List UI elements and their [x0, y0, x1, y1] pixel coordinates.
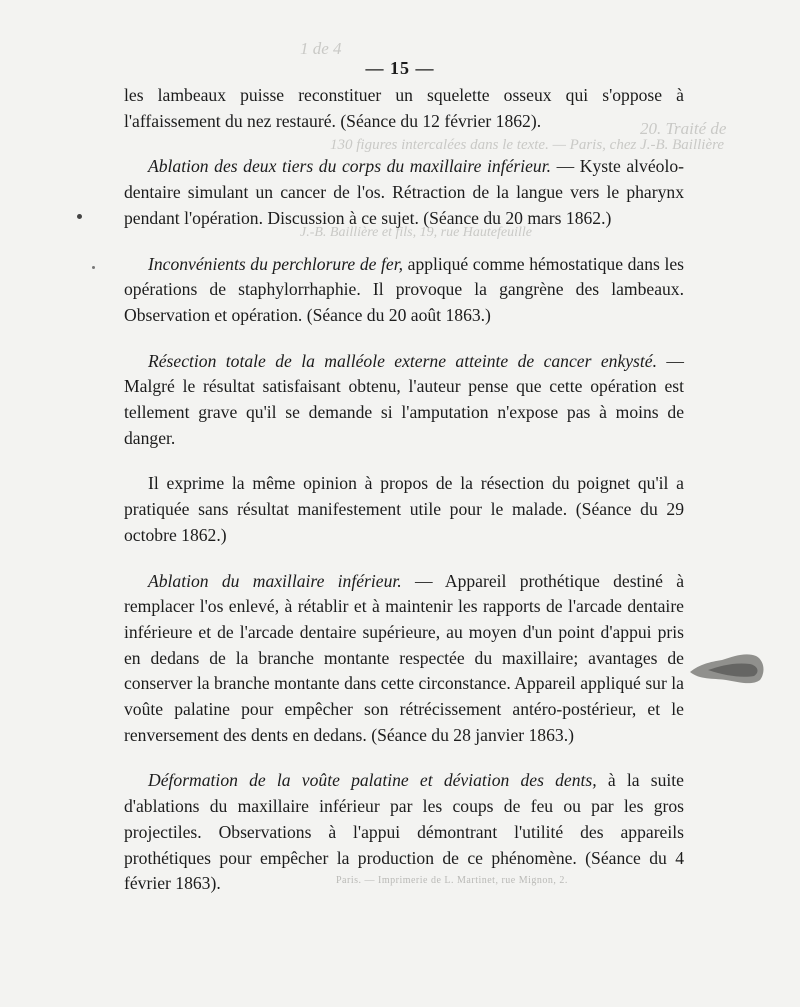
paragraph-text: — Kyste alvéolo-dentaire simulant un cancer de l'os. Rétraction de la langue vers le pharynx pendant l'opération. Discussion à ce sujet. (Séance du 20 mars 1862.) [124, 156, 684, 228]
bleed-through-line: 1 de 4 [300, 39, 342, 58]
bleed-through-footer: Paris. — Imprimerie de L. Martinet, rue Mignon, 2. [336, 875, 568, 886]
paragraph [124, 349, 684, 452]
paragraph-text: — Malgré le résultat satisfaisant obtenu, l'auteur pense que cette opération est tellement grave qu'il se demande si l'amputation n'expose pas à moins de danger. [124, 350, 684, 448]
bleed-through-line: J.-B. Baillière et fils, 19, rue Hautefeuille [300, 225, 532, 240]
paragraph-text: les lambeaux puisse reconstituer un squelette osseux qui s'oppose à l'affaissement du nez restauré. (Séance du 12 février 1862). [124, 85, 684, 131]
paragraph-text: appliqué comme hémostatique dans les opérations de staphylorrhaphie. Il provoque la gangrène des lambeaux. Observation et opération. (Séance du 20 août 1863.) [124, 253, 684, 325]
paragraph [124, 154, 684, 231]
paragraph-title: Déformation de la voûte palatine et déviation des dents, [148, 770, 597, 791]
paragraph [124, 252, 684, 329]
paragraph [124, 83, 684, 134]
paragraph [124, 471, 684, 548]
paragraph [124, 569, 684, 749]
paragraph-text: à la suite d'ablations du maxillaire inférieur par les coups de feu ou par les gros projectiles. Observations à l'appui démontrant l'utilité des appareils prothétiques pour empêcher la production de ce phénomène. (Séance du 4 février 1863). [124, 770, 684, 894]
ink-speck [92, 266, 95, 269]
page-number: — 15 — [365, 58, 435, 78]
ink-speck [77, 214, 82, 219]
paragraph-title: Inconvénients du perchlorure de fer, [148, 253, 404, 274]
paragraph-text: — Appareil prothétique destiné à remplacer l'os enlevé, à rétablir et à maintenir les rapports de l'arcade dentaire inférieure et de l'arcade dentaire supérieure, au moyen d'un point d'appui pris en dedans de la branche montante respectée du maxillaire; avantages de conserver la branche montante dans cette circonstance. Appareil appliqué sur la voûte palatine pour empêcher son rétrécissement antéro-postérieur, et le renversement des dents en dedans. (Séance du 28 janvier 1863.) [124, 570, 685, 745]
bleed-through-line: 20. Traité de [640, 119, 727, 138]
paragraph-title: Ablation des deux tiers du corps du maxillaire inférieur. [148, 156, 552, 177]
body-text [124, 83, 684, 917]
bleed-through-line: 130 figures intercalées dans le texte. — Paris, chez J.-B. Baillière [330, 137, 725, 153]
paper-stain [690, 650, 766, 690]
paragraph-text: Il exprime la même opinion à propos de la résection du poignet qu'il a pratiquée sans résultat manifestement utile pour le malade. (Séance du 29 octobre 1862.) [124, 473, 684, 545]
paragraph-title: Résection totale de la malléole externe atteinte de cancer enkysté. [148, 350, 658, 371]
paragraph-title: Ablation du maxillaire inférieur. [148, 570, 402, 591]
